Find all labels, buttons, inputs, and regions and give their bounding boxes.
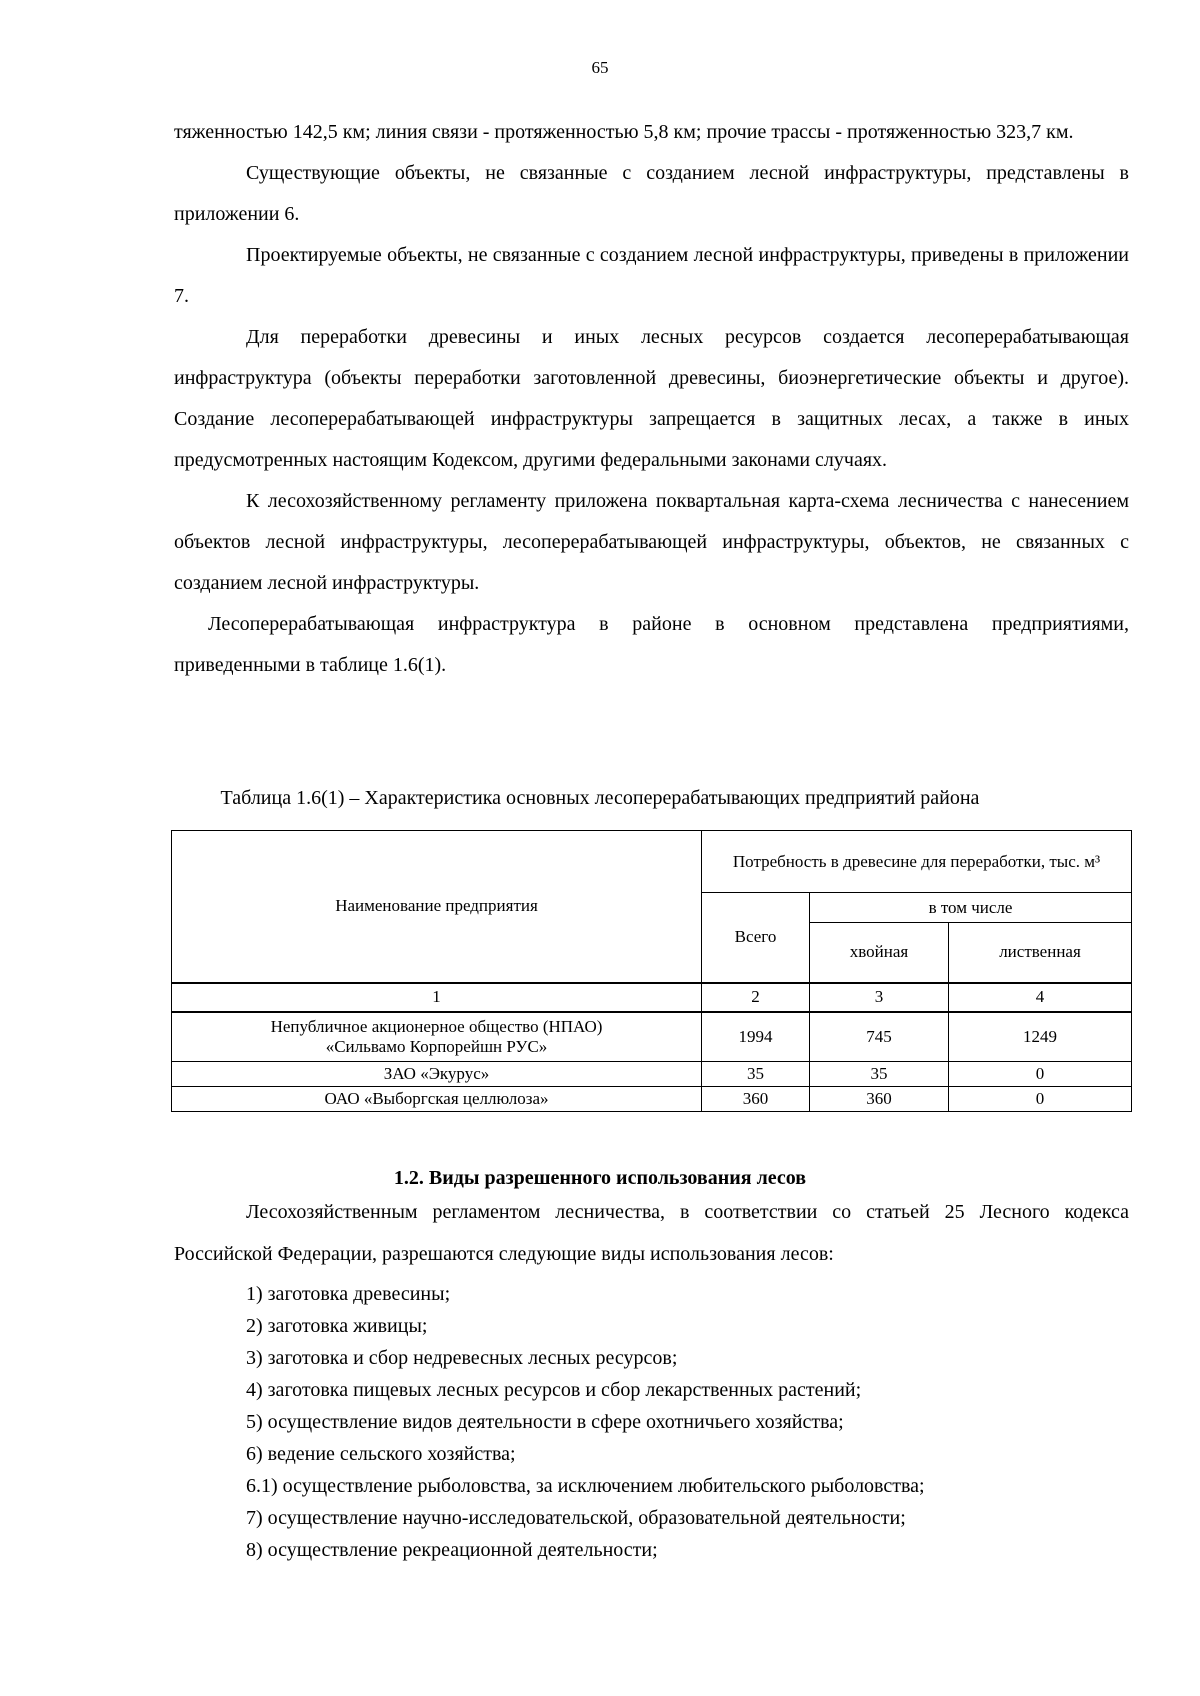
enterprise-name: ЗАО «Экурус» (172, 1062, 702, 1087)
header-conifer: хвойная (810, 923, 949, 983)
total-value: 35 (702, 1062, 810, 1087)
deciduous-value: 1249 (949, 1012, 1132, 1062)
enterprise-name (172, 1012, 702, 1062)
enterprises-table (171, 830, 1132, 1112)
conifer-value: 360 (810, 1087, 949, 1112)
section-intro: Лесохозяйственным регламентом лесничества, в соответствии со статьей 25 Лесного кодекса Российской Федерации, разрешаются следующие виды использования лесов: (174, 1201, 1129, 1265)
table-row (172, 1012, 1132, 1062)
permitted-uses-list (246, 1278, 1146, 1566)
enterprise-name-line: Непубличное акционерное общество (НПАО) (270, 1016, 603, 1036)
enterprise-name-line: «Сильвамо Корпорейшн РУС» (325, 1036, 548, 1056)
conifer-value: 745 (810, 1012, 949, 1062)
page-number: 65 (591, 58, 609, 77)
paragraph-planned-objects: Проектируемые объекты, не связанные с созданием лесной инфраструктуры, приведены в приложении 7. (174, 244, 1129, 307)
list-item: 5) осуществление видов деятельности в сфере охотничьего хозяйства; (246, 1411, 844, 1433)
list-item: 3) заготовка и сбор недревесных лесных ресурсов; (246, 1347, 678, 1369)
column-numbers-row (172, 983, 1132, 1012)
total-value: 360 (702, 1087, 810, 1112)
deciduous-value: 0 (949, 1087, 1132, 1112)
header-total: Всего (702, 893, 810, 983)
list-item: 4) заготовка пищевых лесных ресурсов и сбор лекарственных растений; (246, 1379, 862, 1401)
conifer-value: 35 (810, 1062, 949, 1087)
list-item: 6.1) осуществление рыболовства, за исключением любительского рыболовства; (246, 1475, 925, 1497)
list-item: 6) ведение сельского хозяйства; (246, 1443, 516, 1465)
column-number: 2 (702, 983, 810, 1012)
list-item: 8) осуществление рекреационной деятельности; (246, 1539, 658, 1561)
column-number: 1 (172, 983, 702, 1012)
total-value: 1994 (702, 1012, 810, 1062)
table-row (172, 1062, 1132, 1087)
header-enterprise-name: Наименование предприятия (172, 831, 702, 983)
header-wood-demand: Потребность в древесине для переработки, тыс. м³ (702, 831, 1132, 893)
column-number: 3 (810, 983, 949, 1012)
body-text (174, 112, 1129, 686)
section-heading: 1.2. Виды разрешенного использования лесов (393, 1167, 807, 1189)
paragraph-table-reference: Лесоперерабатывающая инфраструктура в районе в основном представлена предприятиями, приведенными в таблице 1.6(1). (174, 613, 1129, 676)
list-item: 1) заготовка древесины; (246, 1283, 451, 1305)
table-row (172, 1087, 1132, 1112)
paragraph-existing-objects: Существующие объекты, не связанные с созданием лесной инфраструктуры, представлены в приложении 6. (174, 162, 1129, 225)
list-item: 7) осуществление научно-исследовательской, образовательной деятельности; (246, 1507, 906, 1529)
list-item: 2) заготовка живицы; (246, 1315, 428, 1337)
section-body (174, 1191, 1129, 1275)
table-caption: Таблица 1.6(1) – Характеристика основных лесоперерабатывающих предприятий района (220, 787, 980, 809)
paragraph-continuation: тяженностью 142,5 км; линия связи - протяженностью 5,8 км; прочие трассы - протяженностью 323,7 км. (174, 121, 1074, 143)
paragraph-processing-infrastructure: Для переработки древесины и иных лесных ресурсов создается лесоперерабатывающая инфраструктура (объекты переработки заготовленной древесины, биоэнергетические объекты и другое). Создание лесоперерабатывающей инфраструктуры запрещается в защитных лесах, а также в иных предусмотренных настоящим Кодексом, другими федеральными законами случаях. (174, 326, 1129, 471)
column-number: 4 (949, 983, 1132, 1012)
header-including: в том числе (810, 893, 1132, 923)
header-deciduous: лиственная (949, 923, 1132, 983)
deciduous-value: 0 (949, 1062, 1132, 1087)
enterprise-name: ОАО «Выборгская целлюлоза» (172, 1087, 702, 1112)
paragraph-map-scheme: К лесохозяйственному регламенту приложена поквартальная карта-схема лесничества с нанесением объектов лесной инфраструктуры, лесоперерабатывающей инфраструктуры, объектов, не связанных с созданием лесной инфраструктуры. (174, 490, 1129, 594)
